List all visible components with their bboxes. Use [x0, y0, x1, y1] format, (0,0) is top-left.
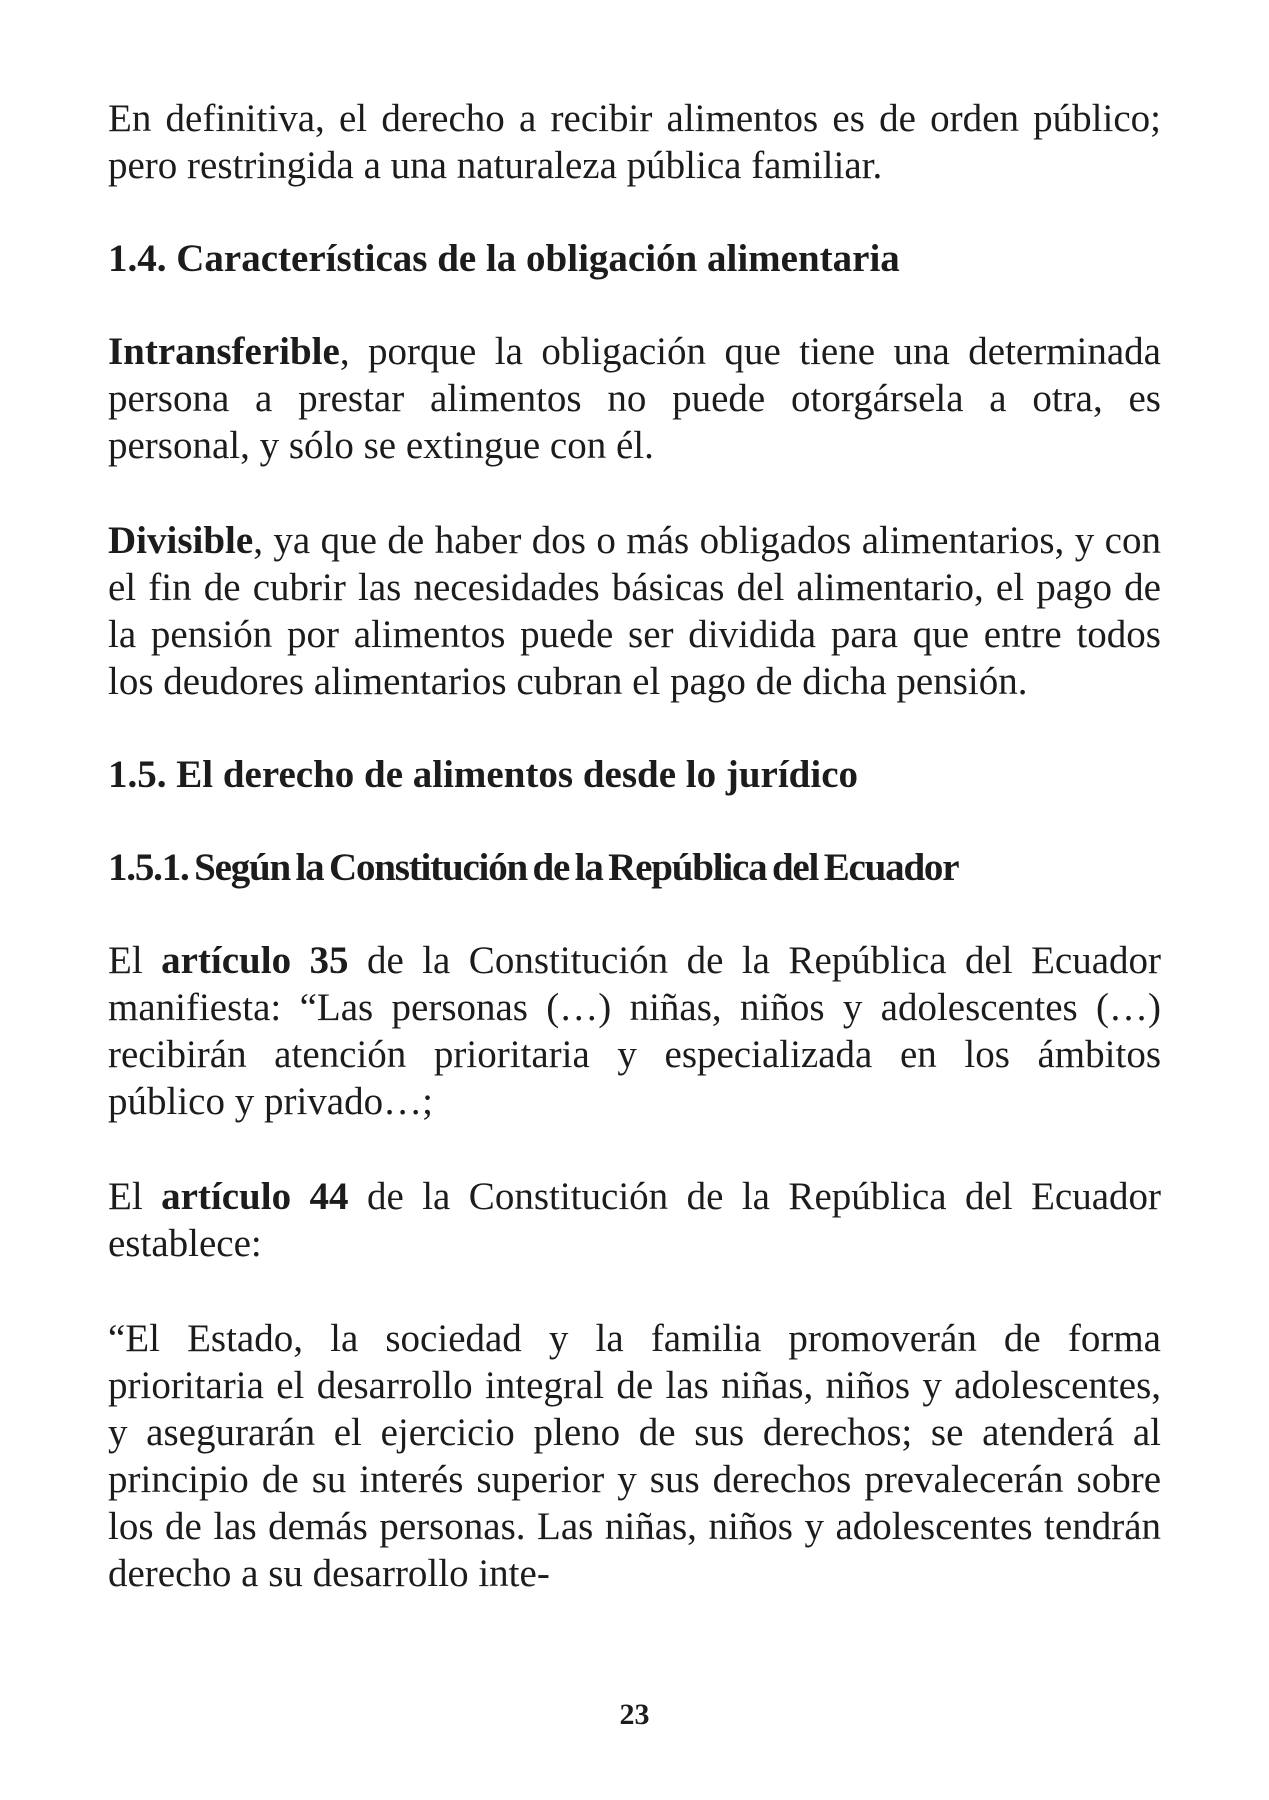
- section-heading-1-4: 1.4. Características de la obligación alimentaria: [108, 237, 900, 280]
- divisible-text: , ya que de haber dos o más obligados alimentarios, y con el fin de cubrir las necesidades básicas del alimentario, el pago de la pensión por alimentos puede ser dividida para que entre todos los deudores alimentarios cubran el pago de dicha pensión.: [108, 519, 1161, 703]
- intro-paragraph: En definitiva, el derecho a recibir alimentos es de orden público; pero restringida a una naturaleza pública familiar.: [108, 97, 1161, 187]
- article-35-text: de la Constitución de la República del Ecuador manifiesta: “Las personas (…) niñas, niños y adolescentes (…) recibirán atención prioritaria y especializada en los ámbitos público y privado…;: [108, 939, 1161, 1123]
- page-number: 23: [619, 1698, 650, 1731]
- article-44-text: de la Constitución de la República del Ecuador establece:: [108, 1175, 1161, 1265]
- article-35-paragraph: [108, 937, 1161, 1125]
- article-44-lead: El: [108, 1175, 162, 1218]
- section-heading-1-5-1: 1.5.1. Según la Constitución de la República del Ecuador: [108, 846, 959, 889]
- quote-paragraph: “El Estado, la sociedad y la familia promoverán de forma prioritaria el desarrollo integral de las niñas, niños y adolescentes, y asegurarán el ejercicio pleno de sus derechos; se atenderá al principio de su interés superior y sus derechos prevalecerán sobre los de las demás personas. Las niñas, niños y adolescentes tendrán derecho a su desarrollo inte-: [108, 1317, 1161, 1595]
- article-44-term: artículo 44: [161, 1175, 349, 1218]
- intransferible-term: Intransferible: [108, 330, 340, 373]
- article-35-term: artículo 35: [161, 939, 349, 982]
- article-35-lead: El: [108, 939, 162, 982]
- section-heading-1-5: 1.5. El derecho de alimentos desde lo jurídico: [108, 753, 859, 796]
- divisible-term: Divisible: [108, 519, 254, 562]
- article-44-paragraph: [108, 1173, 1161, 1267]
- intransferible-text: , porque la obligación que tiene una determinada persona a prestar alimentos no puede otorgársela a otra, es personal, y sólo se extingue con él.: [108, 330, 1161, 467]
- divisible-paragraph: [108, 517, 1161, 705]
- intransferible-paragraph: [108, 328, 1161, 469]
- page-content: [108, 95, 1161, 1597]
